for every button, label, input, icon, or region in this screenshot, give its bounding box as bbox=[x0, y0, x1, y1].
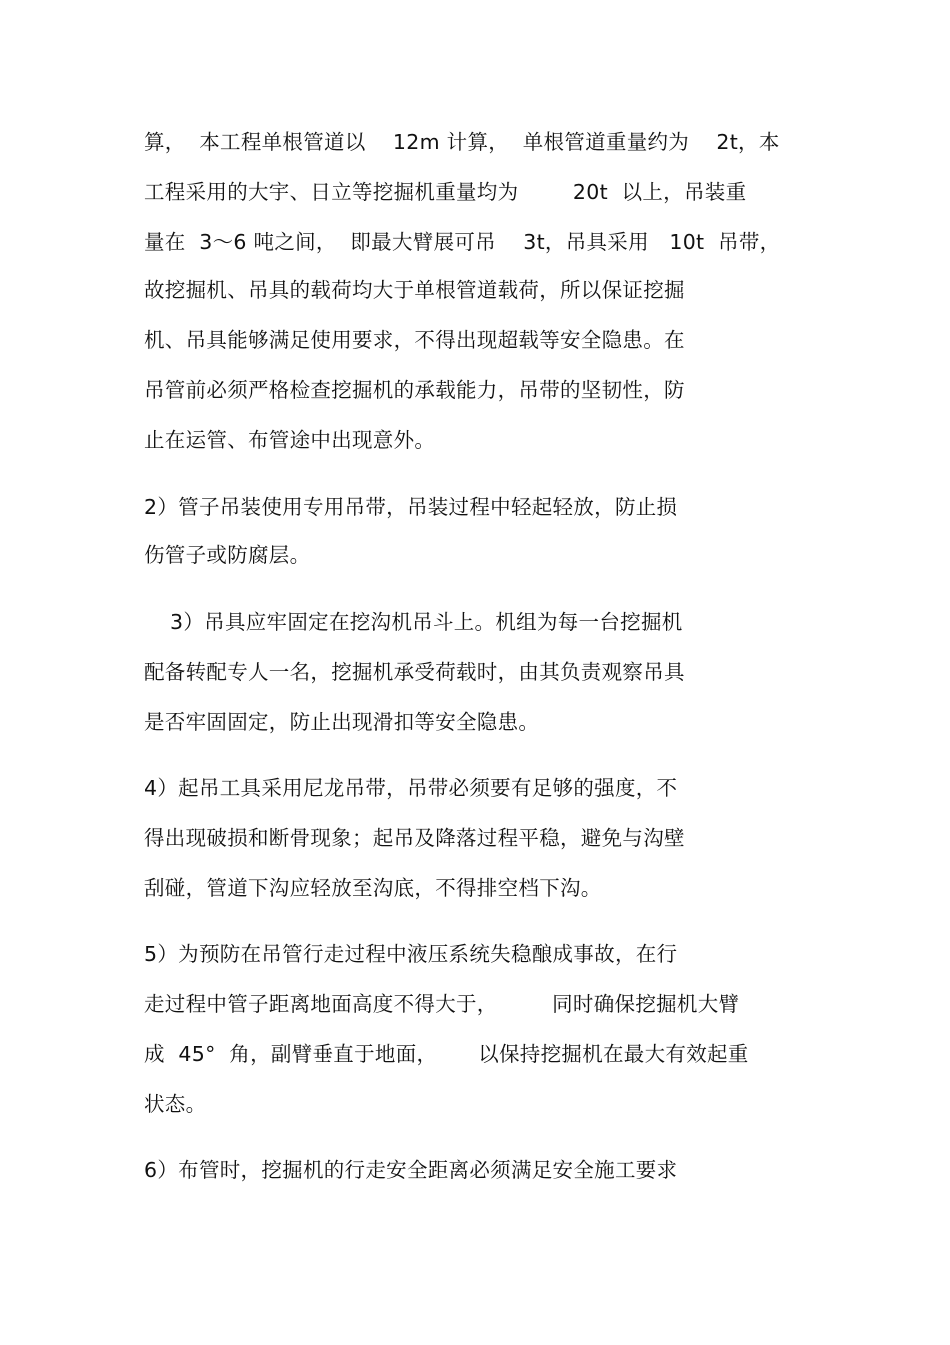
item-5-line-2: 走过程中管子距离地面高度不得大于， 同时确保挖掘机大臂 bbox=[144, 992, 740, 1016]
item-5-line-1: 5）为预防在吊管行走过程中液压系统失稳酿成事故，在行 bbox=[144, 942, 678, 966]
item-4-line-1: 4）起吊工具采用尼龙吊带，吊带必须要有足够的强度，不 bbox=[144, 776, 678, 800]
item-3-line-1: 3）吊具应牢固定在挖沟机吊斗上。机组为每一台挖掘机 bbox=[170, 610, 683, 634]
item-6-line-1: 6）布管时，挖掘机的行走安全距离必须满足安全施工要求 bbox=[144, 1158, 678, 1182]
text-line-2: 工程采用的大宇、日立等挖掘机重量均为 20t 以上，吊装重 bbox=[144, 180, 747, 204]
item-3-line-2: 配备转配专人一名，挖掘机承受荷载时，由其负责观察吊具 bbox=[144, 660, 685, 684]
text-line-4: 故挖掘机、吊具的载荷均大于单根管道载荷，所以保证挖掘 bbox=[144, 278, 685, 302]
text-line-1: 算， 本工程单根管道以 12m 计算， 单根管道重量约为 2t，本 bbox=[144, 130, 780, 154]
text-line-5: 机、吊具能够满足使用要求，不得出现超载等安全隐患。在 bbox=[144, 328, 685, 352]
item-2-line-1: 2）管子吊装使用专用吊带，吊装过程中轻起轻放，防止损 bbox=[144, 495, 678, 519]
text-line-6: 吊管前必须严格检查挖掘机的承载能力，吊带的坚韧性，防 bbox=[144, 378, 685, 402]
item-5-line-4: 状态。 bbox=[144, 1092, 207, 1116]
text-line-7: 止在运管、布管途中出现意外。 bbox=[144, 428, 436, 452]
text-line-3: 量在 3～6 吨之间， 即最大臂展可吊 3t，吊具采用 10t 吊带， bbox=[144, 230, 781, 254]
item-2-line-2: 伤管子或防腐层。 bbox=[144, 543, 311, 567]
item-5-line-3: 成 45° 角，副臂垂直于地面， 以保持挖掘机在最大有效起重 bbox=[144, 1042, 749, 1066]
item-4-line-2: 得出现破损和断骨现象；起吊及降落过程平稳，避免与沟壁 bbox=[144, 826, 685, 850]
item-4-line-3: 刮碰，管道下沟应轻放至沟底，不得排空档下沟。 bbox=[144, 876, 602, 900]
item-3-line-3: 是否牢固固定，防止出现滑扣等安全隐患。 bbox=[144, 710, 540, 734]
